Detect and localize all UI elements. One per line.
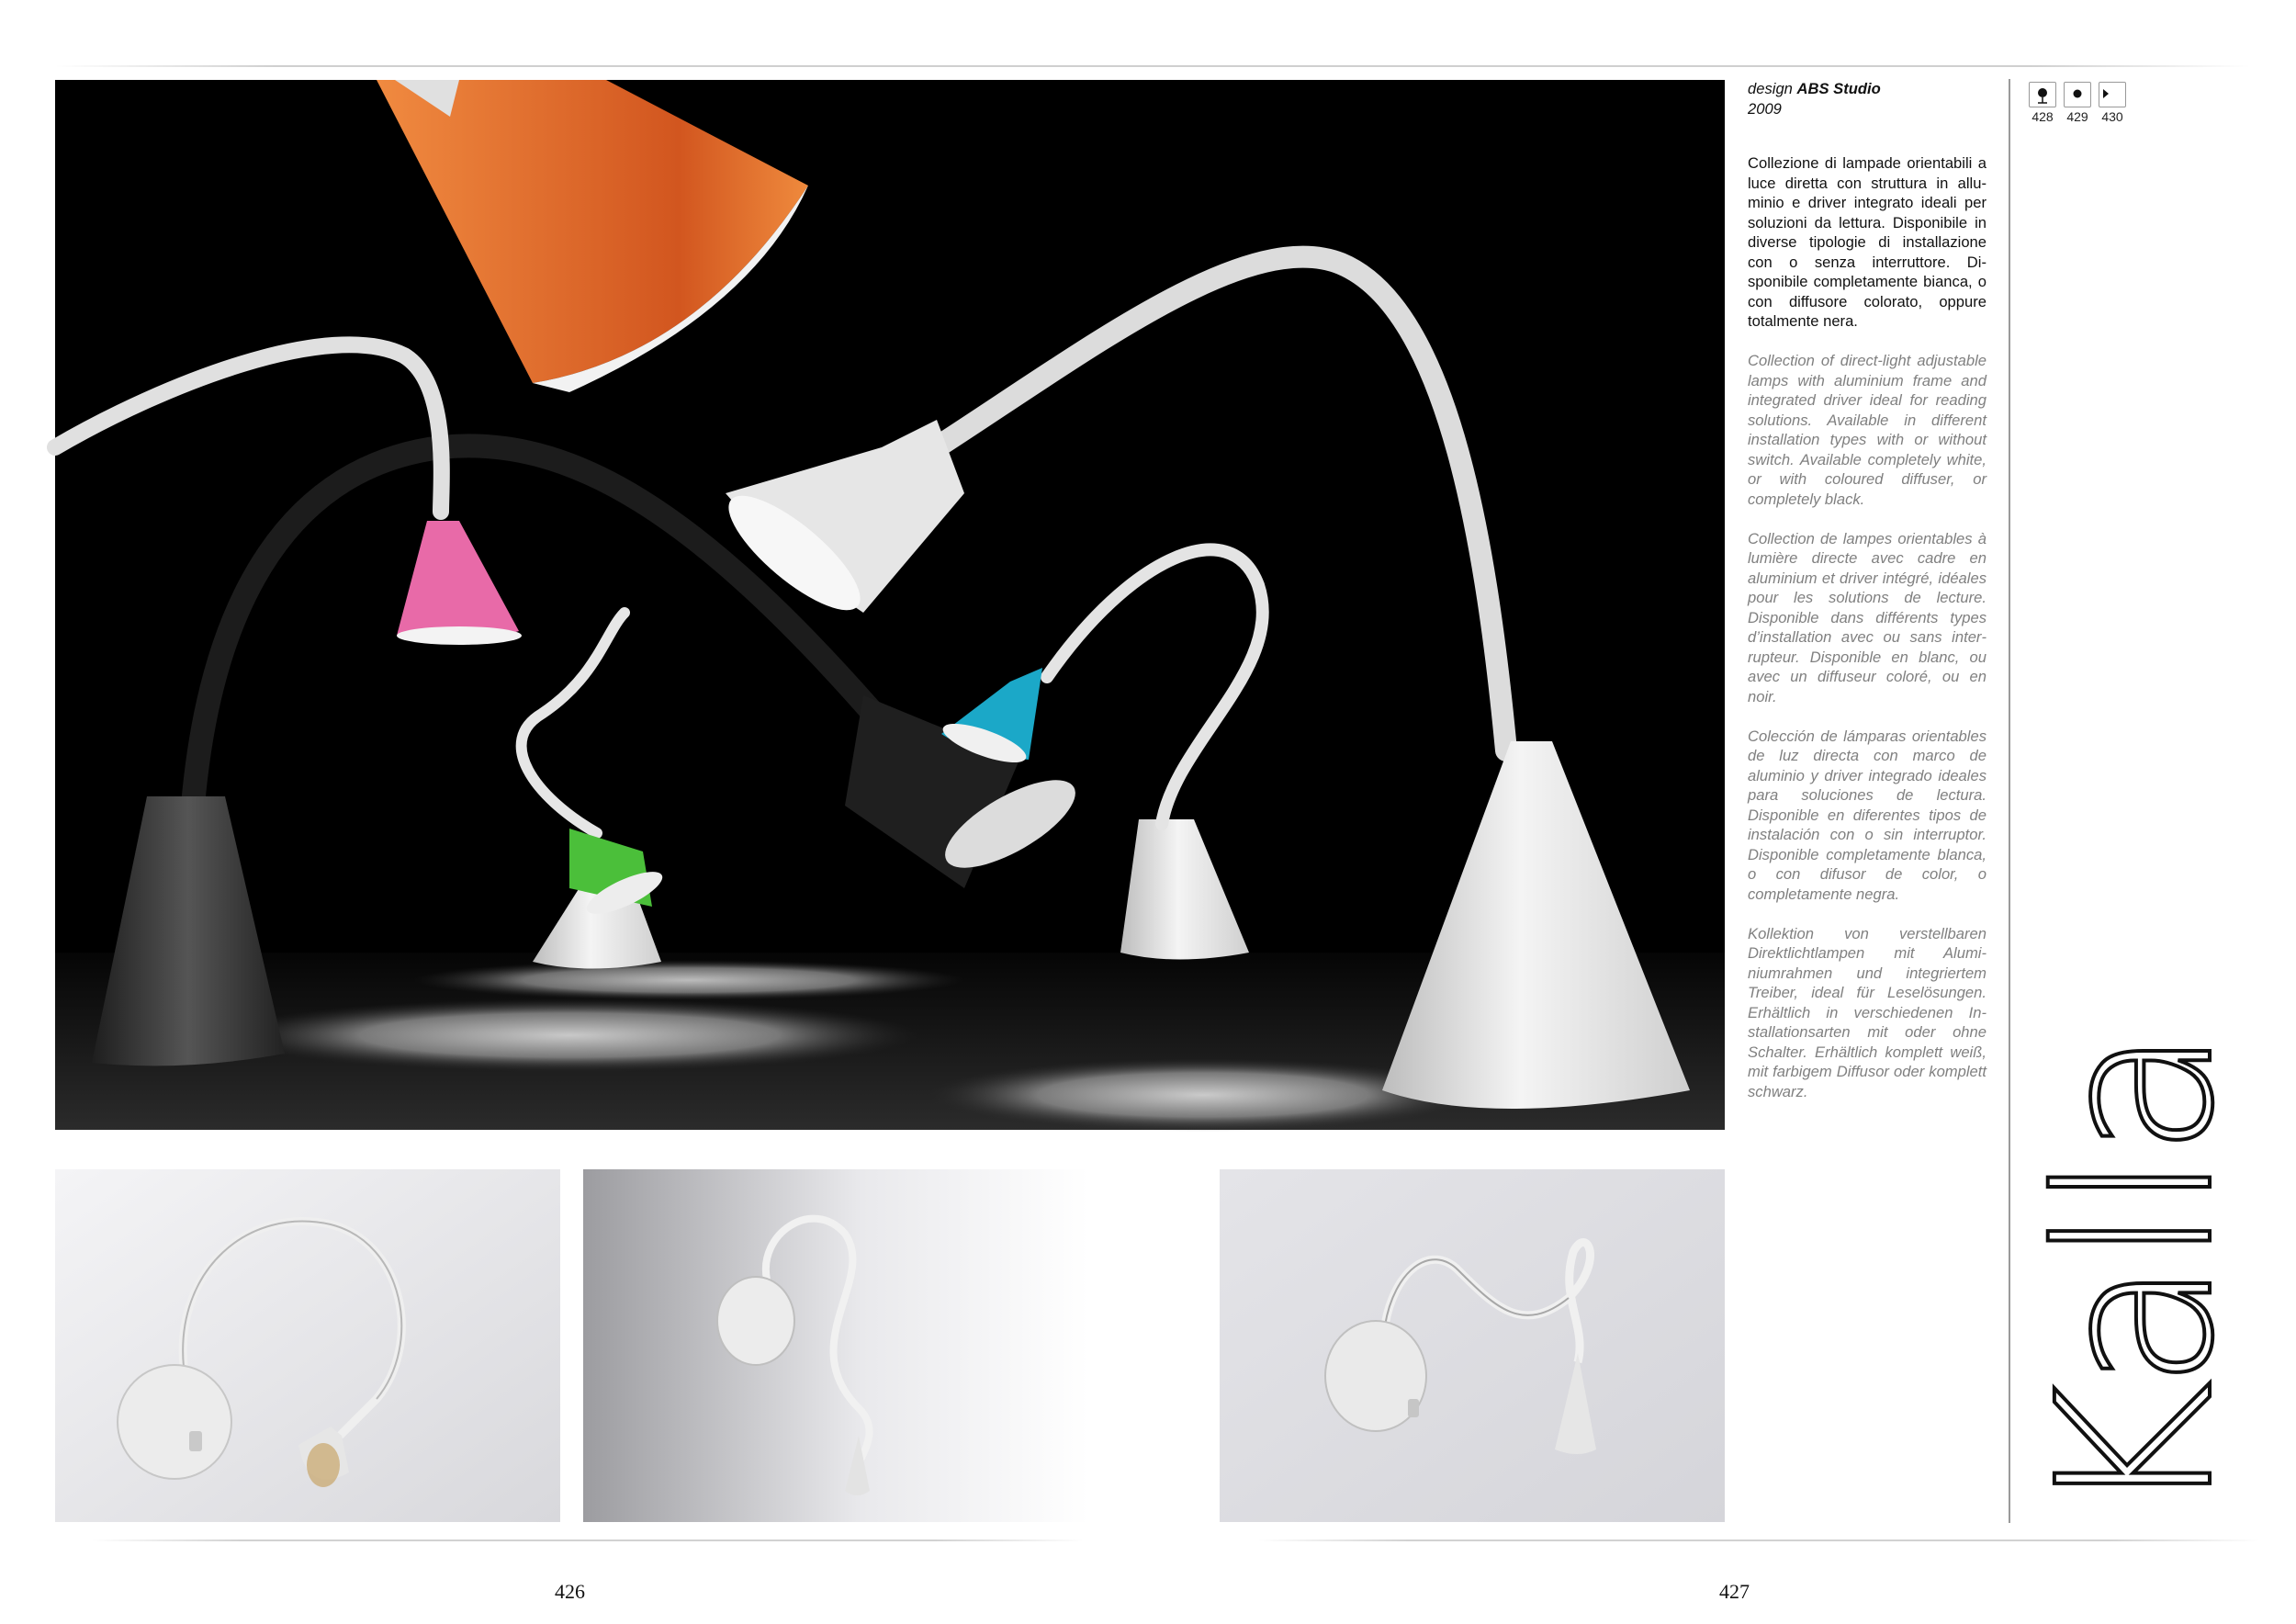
page-number-left: 426 bbox=[555, 1580, 585, 1603]
code-label-430: 430 bbox=[2101, 109, 2123, 124]
wall-lamp-icon bbox=[2064, 82, 2091, 107]
bottom-rule-right bbox=[1258, 1539, 2259, 1541]
hero-lamps-illustration bbox=[55, 80, 1725, 1130]
hero-photo bbox=[55, 80, 1725, 1130]
description-french: Collection de lampes orientables à lumière directe avec cadre en aluminium et driver intégré, idéales pour les solutions de lecture. Disponible dans différents types d’installation avec ou sans interrupteur. Disponible en blanc, ou avec un diffuseur coloré, ou en noir. bbox=[1748, 529, 1986, 705]
description-column bbox=[1748, 79, 1986, 1122]
wall-lamp-photo-2 bbox=[583, 1169, 1088, 1522]
clamp-lamp-icon bbox=[2099, 82, 2126, 107]
design-studio: ABS Studio bbox=[1796, 80, 1881, 97]
description-german: Kollektion von verstellbaren Direktlichtlampen mit Aluminiumrahmen und integriertem Treiber, ideal für Leselösungen. Erhältlich in verschiedenen Installationsarten mit oder ohne Schalter. Erhältlich komplett weiß, mit farbigem Diffusor oder komplett schwarz. bbox=[1748, 924, 1986, 1100]
code-item-429 bbox=[2060, 82, 2095, 124]
wall-lamp-photo-3 bbox=[1220, 1169, 1725, 1522]
bottom-rule-left bbox=[92, 1539, 1084, 1541]
wall-lamp-illustration-1 bbox=[55, 1169, 560, 1522]
brand-name-text: Kalla bbox=[2012, 1032, 2260, 1520]
brand-name bbox=[2012, 1010, 2260, 1525]
code-label-428: 428 bbox=[2032, 109, 2054, 124]
design-prefix: design bbox=[1748, 80, 1793, 97]
code-item-428 bbox=[2025, 82, 2060, 124]
wall-lamp-illustration-3 bbox=[1220, 1169, 1725, 1522]
wall-lamp-illustration-2 bbox=[583, 1169, 1088, 1522]
code-label-429: 429 bbox=[2066, 109, 2088, 124]
page-number-right: 427 bbox=[1719, 1580, 1750, 1603]
design-year: 2009 bbox=[1748, 99, 1782, 118]
table-lamp-icon bbox=[2029, 82, 2056, 107]
wall-lamp-photo-1 bbox=[55, 1169, 560, 1522]
product-codes bbox=[2025, 82, 2130, 124]
code-item-430 bbox=[2095, 82, 2130, 124]
description-italian: Collezione di lampade orientabili a luce diretta con struttura in alluminio e driver integrato ideali per soluzioni da lettura. Disponibile in diverse tipologie di installazione con o senza interruttore. Disponibile completamente bianca, o con diffusore colorato, oppure totalmente nera. bbox=[1748, 154, 1986, 330]
top-rule bbox=[55, 65, 2250, 67]
column-divider bbox=[2009, 79, 2010, 1523]
description-spanish: Colección de lámparas orientables de luz directa con marco de aluminio y driver integrado ideales para soluciones de lectura. Disponible en diferentes tipos de instalación con o sin interruptor. Disponible completamente blanca, o con difusor de color, o completamente negra. bbox=[1748, 727, 1986, 903]
description-english: Collection of direct-light adjustable lamps with aluminium frame and integrated driver ideal for reading solutions. Available in different installation types with or without switch. Available completely white, or with coloured diffuser, or completely black. bbox=[1748, 352, 1986, 508]
designer-line bbox=[1748, 79, 1986, 99]
